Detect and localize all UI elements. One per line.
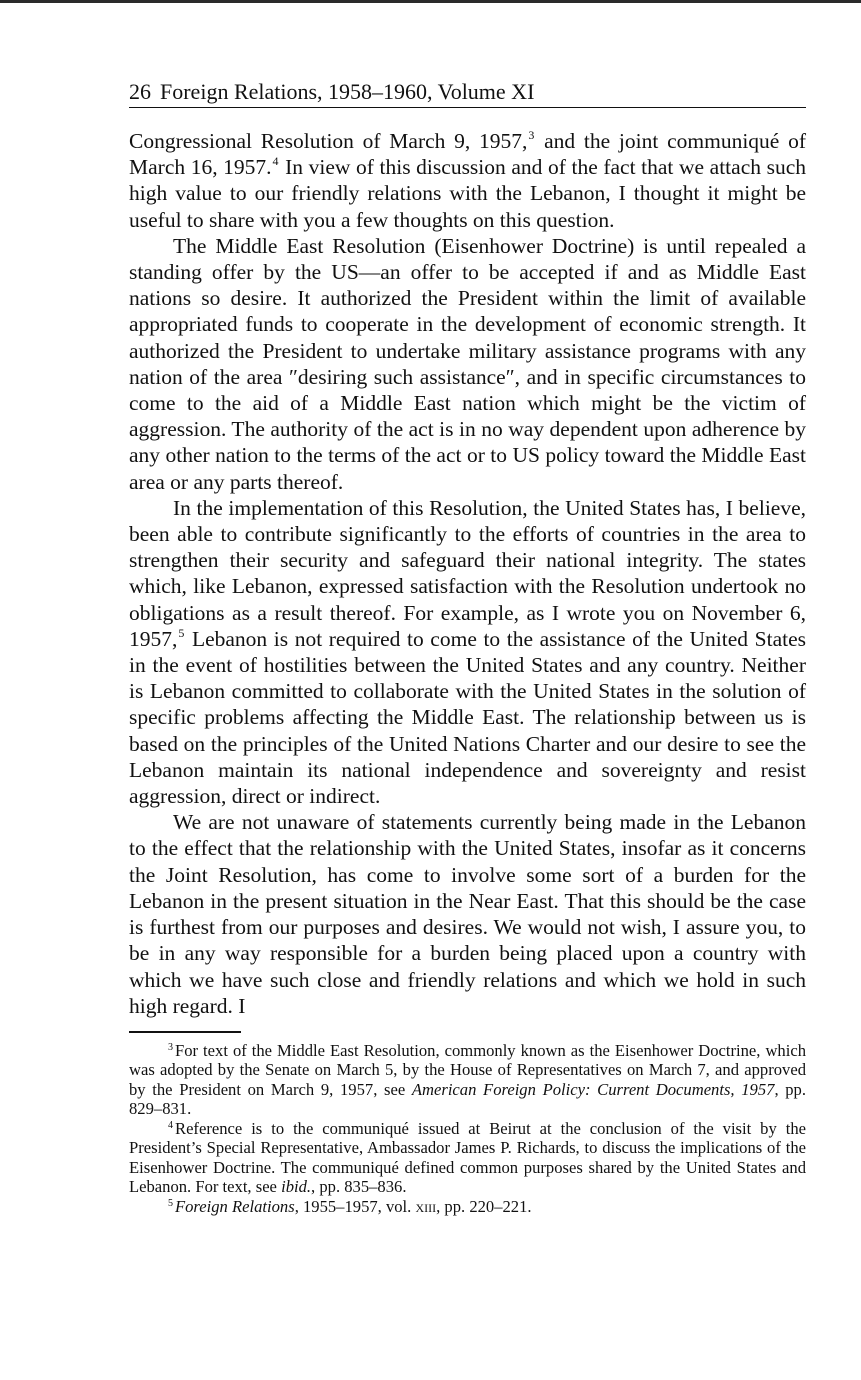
paragraph-text: and the joint communiqué of March 16, 1957. — [129, 129, 806, 180]
paragraph-continued — [129, 128, 806, 233]
footnote-text: Reference is to the communiqué issued at Beirut at the conclusion of the visit by the President’s Special Representative, Ambassador James P. Richards, to discuss the implications of the Eisenhower Doctrine. The communiqué defined common purposes shared by the United States and Lebanon. For text, see — [129, 1118, 806, 1197]
footnote-citation: American Foreign Policy: Current Documents, 1957 — [411, 1079, 775, 1099]
footnote-citation: Foreign Relations — [175, 1196, 295, 1216]
running-head — [129, 78, 806, 108]
footnote-3 — [129, 1041, 806, 1119]
footnote-text: , pp. 220–221. — [436, 1196, 532, 1216]
body-text — [129, 128, 806, 1019]
paragraph-text: Congressional Resolution of March 9, 1957, — [129, 129, 528, 153]
footnote-4 — [129, 1119, 806, 1197]
document-page — [129, 78, 806, 1216]
footnote-text: , 1955–1957, vol. — [294, 1196, 416, 1216]
paragraph-text: Lebanon is not required to come to the assistance of the United States in the event of hostilities between the United States and any country. Neither is Lebanon committed to collaborate with the United States in the solution of specific problems affecting the Middle East. The relationship between us is based on the principles of the United Nations Charter and our desire to see the Lebanon maintain its national independence and sovereignty and resist aggression, direct or indirect. — [129, 626, 806, 809]
footnote-number: 5 — [168, 1197, 173, 1209]
footnote-number: 3 — [168, 1041, 173, 1053]
footnote-ref-3[interactable]: 3 — [528, 128, 535, 142]
footnote-divider — [129, 1031, 241, 1033]
footnotes — [129, 1041, 806, 1217]
paragraph: We are not unaware of statements currently being made in the Lebanon to the effect that the relationship with the United States, insofar as it concerns the Joint Resolution, has come to involve some sort of a burden for the Lebanon in the present situation in the Near East. That this should be the case is furthest from our purposes and desires. We would not wish, I assure you, to be in any way responsible for a burden being placed upon a country with which we have such close and friendly relations and which we hold in such high regard. I — [129, 810, 806, 1018]
page-number: 26 — [129, 79, 151, 104]
paragraph-text: In view of this discussion and of the fact that we attach such high value to our friendly relations with the Lebanon, I thought it might be useful to share with you a few thoughts on this question. — [129, 155, 806, 232]
paragraph: The Middle East Resolution (Eisenhower Doctrine) is until repealed a standing offer by the US—an offer to be accepted if and as Middle East nations so desire. It authorized the President within the limit of available appropriated funds to cooperate in the development of economic strength. It authorized the President to undertake military assistance programs with any nation of the area ″desiring such assistance″, and in specific circumstances to come to the aid of a Middle East nation which might be the victim of aggression. The authority of the act is in no way dependent upon adherence by any other nation to the terms of the act or to US policy toward the Middle East area or any parts thereof. — [129, 233, 806, 494]
footnote-volume: xiii — [415, 1196, 437, 1216]
footnote-ref-4[interactable]: 4 — [272, 154, 279, 169]
footnote-text: , pp. 835–836. — [311, 1177, 407, 1197]
footnote-ref-5[interactable]: 5 — [178, 625, 185, 640]
running-title: Foreign Relations, 1958–1960, Volume XI — [160, 79, 535, 104]
footnote-number: 4 — [168, 1119, 173, 1131]
paragraph-text: In the implementation of this Resolution, the United States has, I believe, been able to contribute significantly to the efforts of countries in the area to strengthen their security and safeguard their national integrity. The states which, like Lebanon, expressed satisfaction with the Resolution undertook no obligations as a result thereof. For example, as I wrote you on November 6, 1957, — [129, 495, 806, 651]
footnote-text: For text of the Middle East Resolution, commonly known as the Eisenhower Doctrine, which was adopted by the Senate on March 5, by the House of Representatives on March 7, and approved by the President on March 9, 1957, see — [129, 1040, 806, 1099]
footnote-citation: ibid. — [281, 1177, 312, 1197]
footnote-text: , pp. 829–831. — [129, 1079, 806, 1119]
paragraph — [129, 495, 806, 809]
footnote-5 — [129, 1197, 806, 1217]
top-edge-rule — [0, 0, 861, 3]
